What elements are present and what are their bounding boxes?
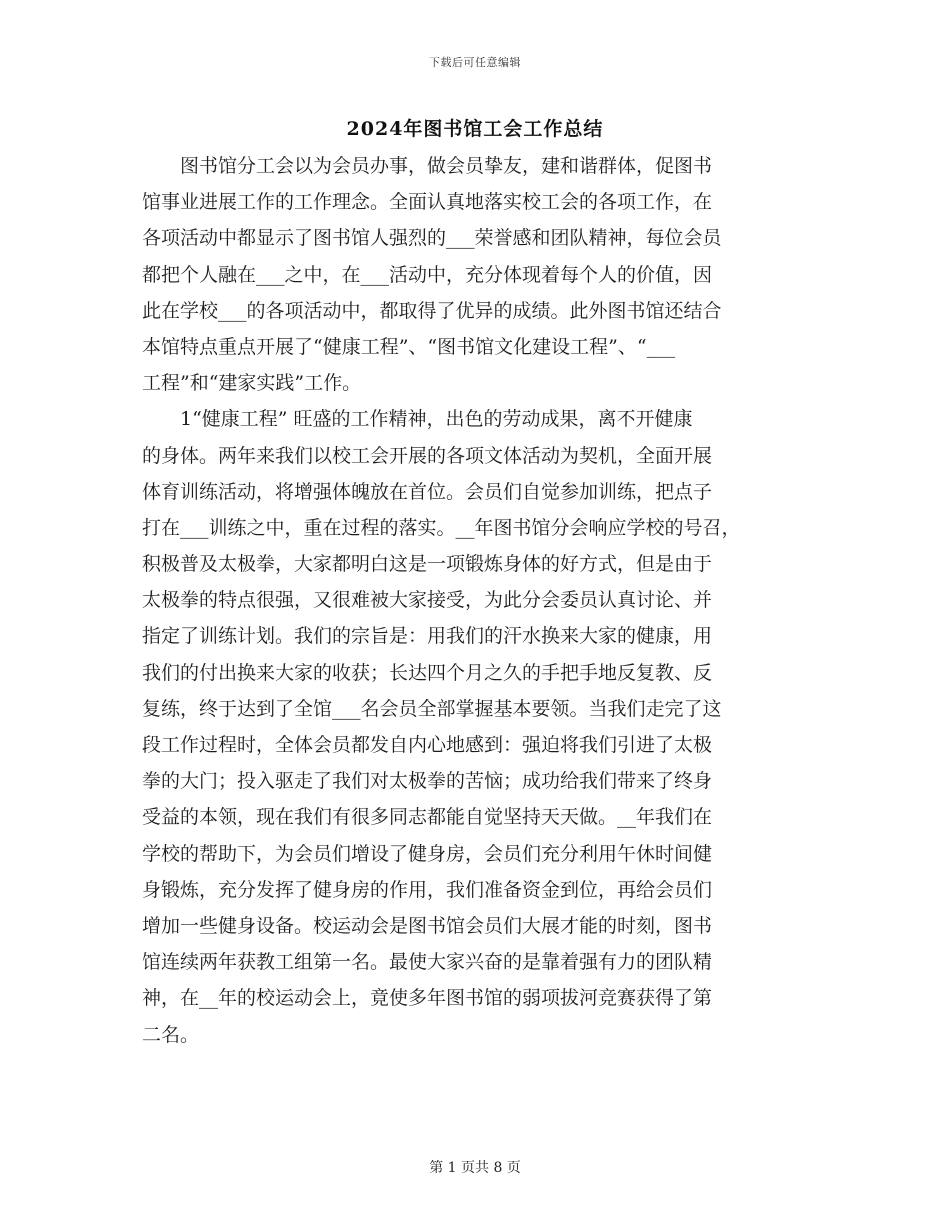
body-line: 我们的付出换来大家的收获；长达四个月之久的手把手地反复教、反 [142,661,713,684]
body-line: 馆事业进展工作的工作理念。全面认真地落实校工会的各项工作，在 [142,191,713,214]
page-header-note: 下载后可任意编辑 [429,56,521,69]
body-line: 复练，终于达到了全馆___名会员全部掌握基本要领。当我们走完了这 [142,697,722,720]
body-line: 受益的本领，现在我们有很多同志都能自觉坚持天天做。__年我们在 [142,806,713,829]
body-line: 增加一些健身设备。校运动会是图书馆会员们大展才能的时刻，图书 [142,914,713,937]
body-line: 打在___训练之中，重在过程的落实。__年图书馆分会响应学校的号召， [142,516,741,539]
body-line: 各项活动中都显示了图书馆人强烈的___荣誉感和团队精神，每位会员 [142,227,722,250]
body-line: 神，在__年的校运动会上，竟使多年图书馆的弱项拔河竞赛获得了第 [142,987,713,1010]
document-body [142,148,804,1053]
body-line: 1“健康工程” 旺盛的工作精神，出色的劳动成果，离不开健康 [142,408,693,431]
body-line: 二名。 [142,1023,200,1046]
body-line: 段工作过程时，全体会员都发自内心地感到：强迫将我们引进了太极 [142,734,713,756]
body-line: 体育训练活动，将增强体魄放在首位。会员们自觉参加训练，把点子 [142,480,713,503]
body-line: 的身体。两年来我们以校工会开展的各项文体活动为契机，全面开展 [142,444,713,467]
page-number-footer: 第 1 页共 8 页 [429,1160,521,1176]
body-line: 拳的大门；投入驱走了我们对太极拳的苦恼；成功给我们带来了终身 [142,770,713,793]
document-title: 2024年图书馆工会工作总结 [346,118,604,140]
body-line: 馆连续两年获教工组第一名。最使大家兴奋的是靠着强有力的团队精 [142,951,713,974]
body-line: 学校的帮助下，为会员们增设了健身房，会员们充分利用午休时间健 [142,842,713,865]
body-line: 积极普及太极拳，大家都明白这是一项锻炼身体的好方式，但是由于 [142,553,713,576]
body-line: 本馆特点重点开展了“健康工程”、“图书馆文化建设工程”、“___ [142,335,676,358]
body-line: 工程”和“建家实践”工作。 [142,372,362,395]
body-line: 都把个人融在___之中，在___活动中，充分体现着每个人的价值，因 [142,263,713,286]
body-line: 太极拳的特点很强，又很难被大家接受，为此分会委员认真讨论、并 [142,589,713,612]
body-line: 图书馆分工会以为会员办事，做会员挚友，建和谐群体，促图书 [142,155,713,177]
body-line: 此在学校___的各项活动中，都取得了优异的成绩。此外图书馆还结合 [142,299,722,322]
body-line: 指定了训练计划。我们的宗旨是：用我们的汗水换来大家的健康，用 [142,625,713,648]
body-line: 身锻炼，充分发挥了健身房的作用，我们准备资金到位，再给会员们 [142,878,713,901]
